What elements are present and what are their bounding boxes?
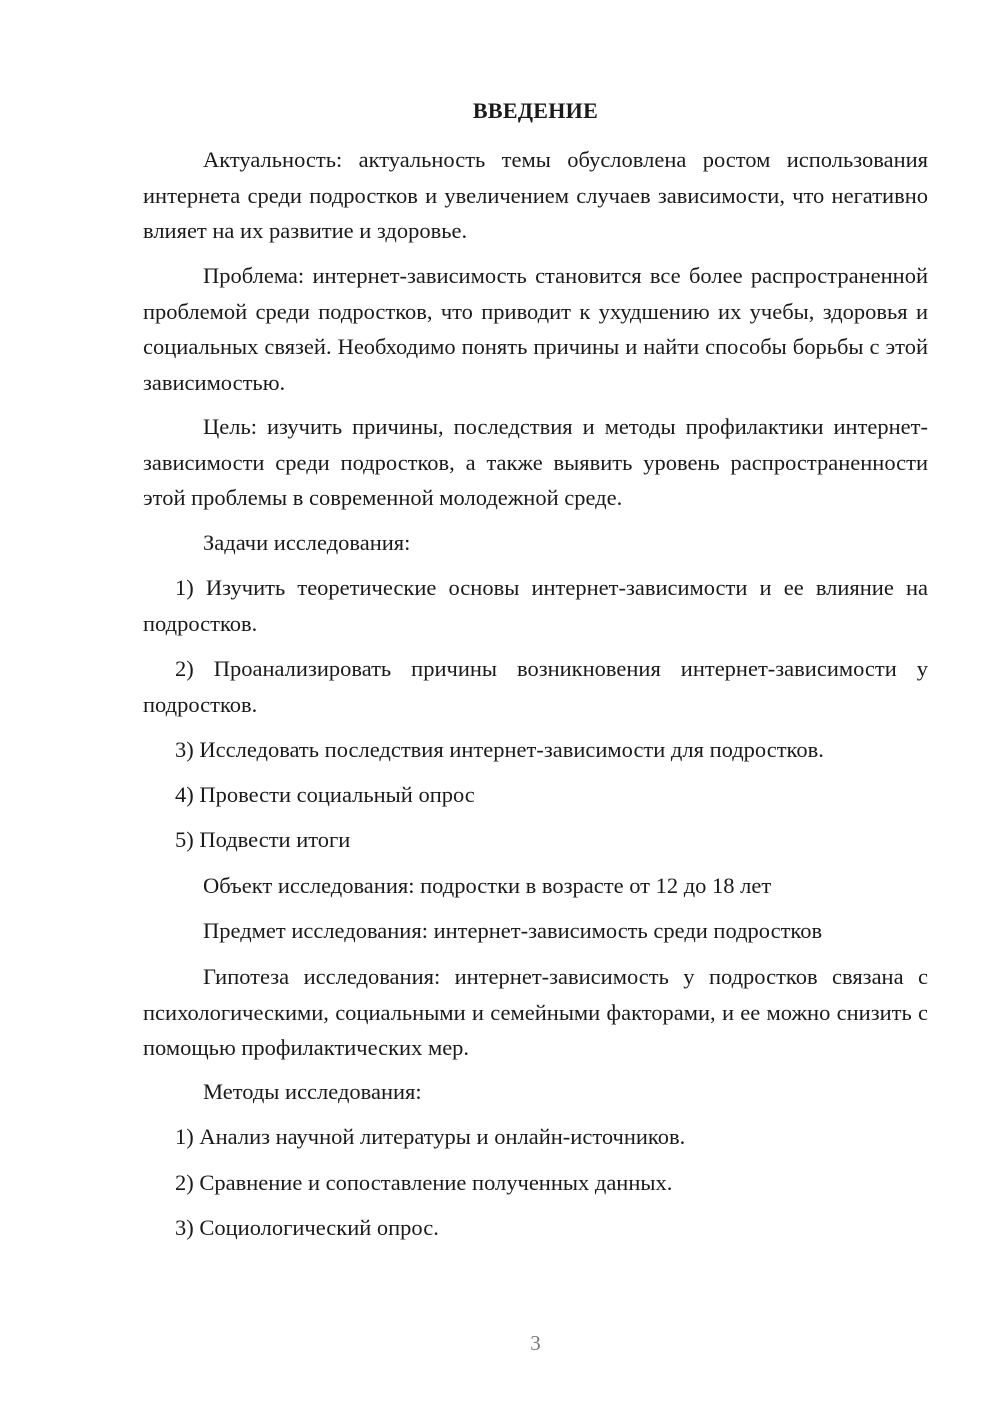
method-item-1: 1) Анализ научной литературы и онлайн-источников. bbox=[175, 1124, 686, 1149]
task-item-3: 3) Исследовать последствия интернет-зависимости для подростков. bbox=[175, 737, 824, 762]
subject-paragraph: Предмет исследования: интернет-зависимость среди подростков bbox=[203, 918, 823, 943]
problem-paragraph: Проблема: интернет-зависимость становится все более распространенной проблемой среди подростков, что приводит к ухудшению их учебы, здоровья и социальных связей. Необходимо понять причины и найти способы борьбы с этой зависимостью. bbox=[143, 263, 928, 395]
page-number: 3 bbox=[530, 1331, 541, 1355]
method-item-2: 2) Сравнение и сопоставление полученных данных. bbox=[175, 1170, 673, 1195]
task-item-2: 2) Проанализировать причины возникновения интернет-зависимости у подростков. bbox=[143, 656, 928, 717]
task-item-4: 4) Провести социальный опрос bbox=[175, 782, 475, 807]
goal-paragraph: Цель: изучить причины, последствия и методы профилактики интернет-зависимости среди подростков, а также выявить уровень распространенности этой проблемы в современной молодежной среде. bbox=[143, 414, 928, 510]
task-item-1: 1) Изучить теоретические основы интернет-зависимости и ее влияние на подростков. bbox=[143, 575, 928, 636]
relevance-paragraph: Актуальность: актуальность темы обусловлена ростом использования интернета среди подростков и увеличением случаев зависимости, что негативно влияет на их развитие и здоровье. bbox=[143, 147, 928, 243]
object-paragraph: Объект исследования: подростки в возрасте от 12 до 18 лет bbox=[203, 873, 772, 898]
methods-heading: Методы исследования: bbox=[203, 1079, 422, 1104]
task-item-5: 5) Подвести итоги bbox=[175, 827, 351, 852]
method-item-3: 3) Социологический опрос. bbox=[175, 1215, 439, 1240]
page-title: ВВЕДЕНИЕ bbox=[472, 98, 599, 123]
hypothesis-paragraph: Гипотеза исследования: интернет-зависимость у подростков связана с психологическими, социальными и семейными факторами, и ее можно снизить с помощью профилактических мер. bbox=[143, 964, 928, 1060]
tasks-heading: Задачи исследования: bbox=[203, 530, 411, 555]
